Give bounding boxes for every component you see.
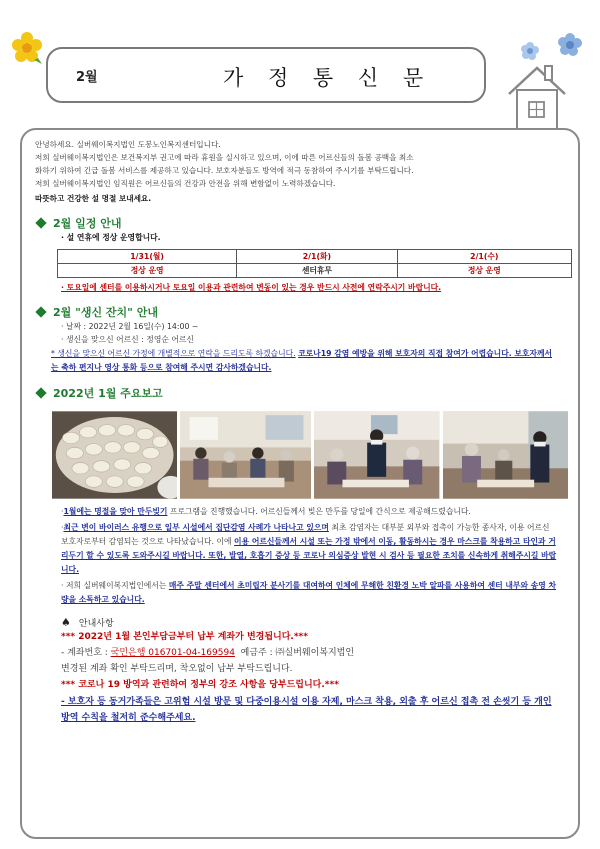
- table-cell: 센터휴무: [237, 264, 397, 278]
- report-heading-text: 2022년 1월 주요보고: [53, 387, 163, 400]
- intro-line: 저희 실버웨이복지법인은 보건복지부 권고에 따라 휴원을 실시하고 있으며, 이에 따른 어르신들의 돌봄 공백을 최소: [35, 153, 414, 162]
- notice-account-line: [61, 645, 568, 661]
- notice-line: 변경된 계좌 확인 부탁드리며, 착오없이 납부 부탁드립니다.: [61, 664, 293, 674]
- account-number: 국민은행 016701-04-169594: [110, 648, 235, 658]
- report-p2-blue: 최근 변이 바이러스 유행으로 일부 시설에서 집단감염 사례가 나타나고 있으며: [63, 523, 329, 532]
- flower-icon: [545, 30, 585, 60]
- flower-icon: [10, 30, 44, 64]
- report-p1-lead: 1월에는 명절을 맞아 만두빚기: [63, 507, 168, 516]
- intro-line: 화하기 위하여 긴급 돌봄 서비스를 제공하고 있습니다. 보호자분들도 방역에 적극 동참하여 주시기를 부탁드립니다.: [35, 166, 414, 175]
- schedule-note-text: · 토요일에 센터를 이용하시거나 토요일 이용과 관련하여 변동이 있는 경우 반드시 사전에 연락주시기 바랍니다.: [61, 283, 442, 292]
- party-note-blue: 코로나19 감염 예방을 위해 보호자의 직접 참여가 어렵습니다. 보호자께서는 축하 편지나 영상 통화 등으로 참여해 주시면 감사하겠습니다.: [51, 349, 553, 372]
- table-header-cell: 2/1(화): [237, 250, 397, 264]
- report-p3: [61, 579, 558, 607]
- party-heading-text: 2월 "생신 잔치" 안내: [53, 306, 158, 319]
- flower-icon: [521, 42, 539, 60]
- content-box: [20, 128, 580, 839]
- account-holder: 예금주 : ㈜실버웨이복지법인: [234, 648, 355, 658]
- header: [0, 0, 600, 125]
- activity-photo: [314, 409, 439, 501]
- house-icon: [505, 60, 569, 130]
- notice-line: *** 2022년 1월 본인부담금부터 납부 계좌가 변경됩니다.***: [61, 632, 308, 642]
- spade-icon: ♠: [61, 616, 71, 629]
- report-p2: ·최근 변이 바이러스 유행으로 일부 시설에서 집단감염 사례가 나타나고 있으며 최초 감염자는 대부분 외부와 접촉이 가능한 종사자, 이용 어르신 보호자로부터 감염되는 것으로 나타났습니다. 이에 이용 어르신들께서 시설 또는 가정 밖에서 이동, 활동하시는 경우 마스크를 착용하고 타인과 거리두기 할 수 있도록 도와주시길 바랍니다. 또한, 발열, 호흡기 증상 등 코로나 의심증상 발현 시 검사 등 필요한 조치를 신속하게 취해주시길 바랍니다.: [61, 523, 557, 574]
- notice-covid-rule: - 보호자 등 동거가족들은 고위험 시설 방문 및 다중이용시설 이용 자제, 마스크 착용, 외출 후 어르신 접촉 전 손씻기 등 개인방역 수칙을 철저히 준수해주세요.: [61, 697, 552, 723]
- party-date: · 날짜 : 2022년 2월 16일(수) 14:00 ~: [61, 322, 199, 331]
- dumplings-photo: [52, 409, 177, 501]
- activity-photo: [180, 409, 311, 501]
- table-cell: 정상 운영: [58, 264, 237, 278]
- notice-line: *** 코로나 19 방역과 관련하여 정부의 강조 사항을 당부드립니다.***: [61, 680, 339, 690]
- table-header-cell: 1/31(월): [58, 250, 237, 264]
- account-label: - 계좌번호 :: [61, 648, 111, 658]
- notice-heading: [61, 616, 568, 629]
- schedule-sub: · 설 연휴에 정상 운영합니다.: [61, 233, 161, 242]
- notice-heading-text: 안내사항: [78, 619, 114, 629]
- report-heading: [35, 385, 568, 401]
- page-title: 가 정 통 신 문: [223, 66, 433, 90]
- diamond-bullet-icon: [35, 306, 46, 317]
- schedule-table: [57, 249, 572, 278]
- intro-line: 안녕하세요. 실버웨이복지법인 도봉노인복지센터입니다.: [35, 140, 221, 149]
- intro-line: 저희 실버웨이복지법인 임직원은 어르신들의 건강과 안전을 위해 변함없이 노력하겠습니다.: [35, 179, 336, 188]
- party-note-plain: * 생신을 맞으신 어르신 가정에 개별적으로 연락을 드리도록 하겠습니다.: [51, 349, 296, 358]
- activity-photo: [443, 409, 568, 501]
- intro-closing: 따뜻하고 건강한 설 명절 보내세요.: [35, 194, 152, 203]
- schedule-heading-text: 2월 일정 안내: [53, 217, 122, 230]
- party-note: [51, 347, 558, 375]
- report-p2-mid: 최초 감염자는 대부분 외부와 접촉이 가능한 종사자, 이용 어르신 보호자로부터 감염되는 것으로 나타났습니다. 이에: [61, 523, 550, 546]
- table-cell: 정상 운영: [397, 264, 571, 278]
- intro: [35, 138, 568, 205]
- report-p3-plain: · 저희 실버웨이복지법인에서는: [61, 581, 169, 590]
- party-person: · 생신을 맞으신 어르신 : 정영순 어르신: [61, 335, 194, 344]
- party-heading: [35, 304, 568, 320]
- month-label: 2월: [76, 70, 98, 85]
- schedule-note: [61, 282, 568, 294]
- report-p3-blue: 매주 주말 센터에서 초미립자 분사기를 대여하여 인체에 무해한 친환경 노박 알파를 사용하여 센터 내부와 송영 차량을 소독하고 있습니다.: [61, 581, 557, 604]
- table-header-cell: 2/1(수): [397, 250, 571, 264]
- report-p2-blue2: 이용 어르신들께서 시설 또는 가정 밖에서 이동, 활동하시는 경우 마스크를 착용하고 타인과 거리두기 할 수 있도록 도와주시길 바랍니다. 또한, 발열, 호흡기 증상 등 코로나 의심증상 발현 시 검사 등 필요한 조치를 신속하게 취해주시길 바랍니다.: [61, 537, 557, 574]
- diamond-bullet-icon: [35, 217, 46, 228]
- photo-strip: [52, 409, 568, 501]
- schedule-heading: [35, 215, 568, 231]
- report-p1: ·1월에는 명절을 맞아 만두빚기 프로그램을 진행했습니다. 어르신들께서 빚은 만두를 당일에 간식으로 제공해드렸습니다.: [61, 507, 471, 516]
- diamond-bullet-icon: [35, 387, 46, 398]
- report-p1-rest: 프로그램을 진행했습니다. 어르신들께서 빚은 만두를 당일에 간식으로 제공해드렸습니다.: [167, 507, 471, 516]
- title-box: [46, 47, 486, 103]
